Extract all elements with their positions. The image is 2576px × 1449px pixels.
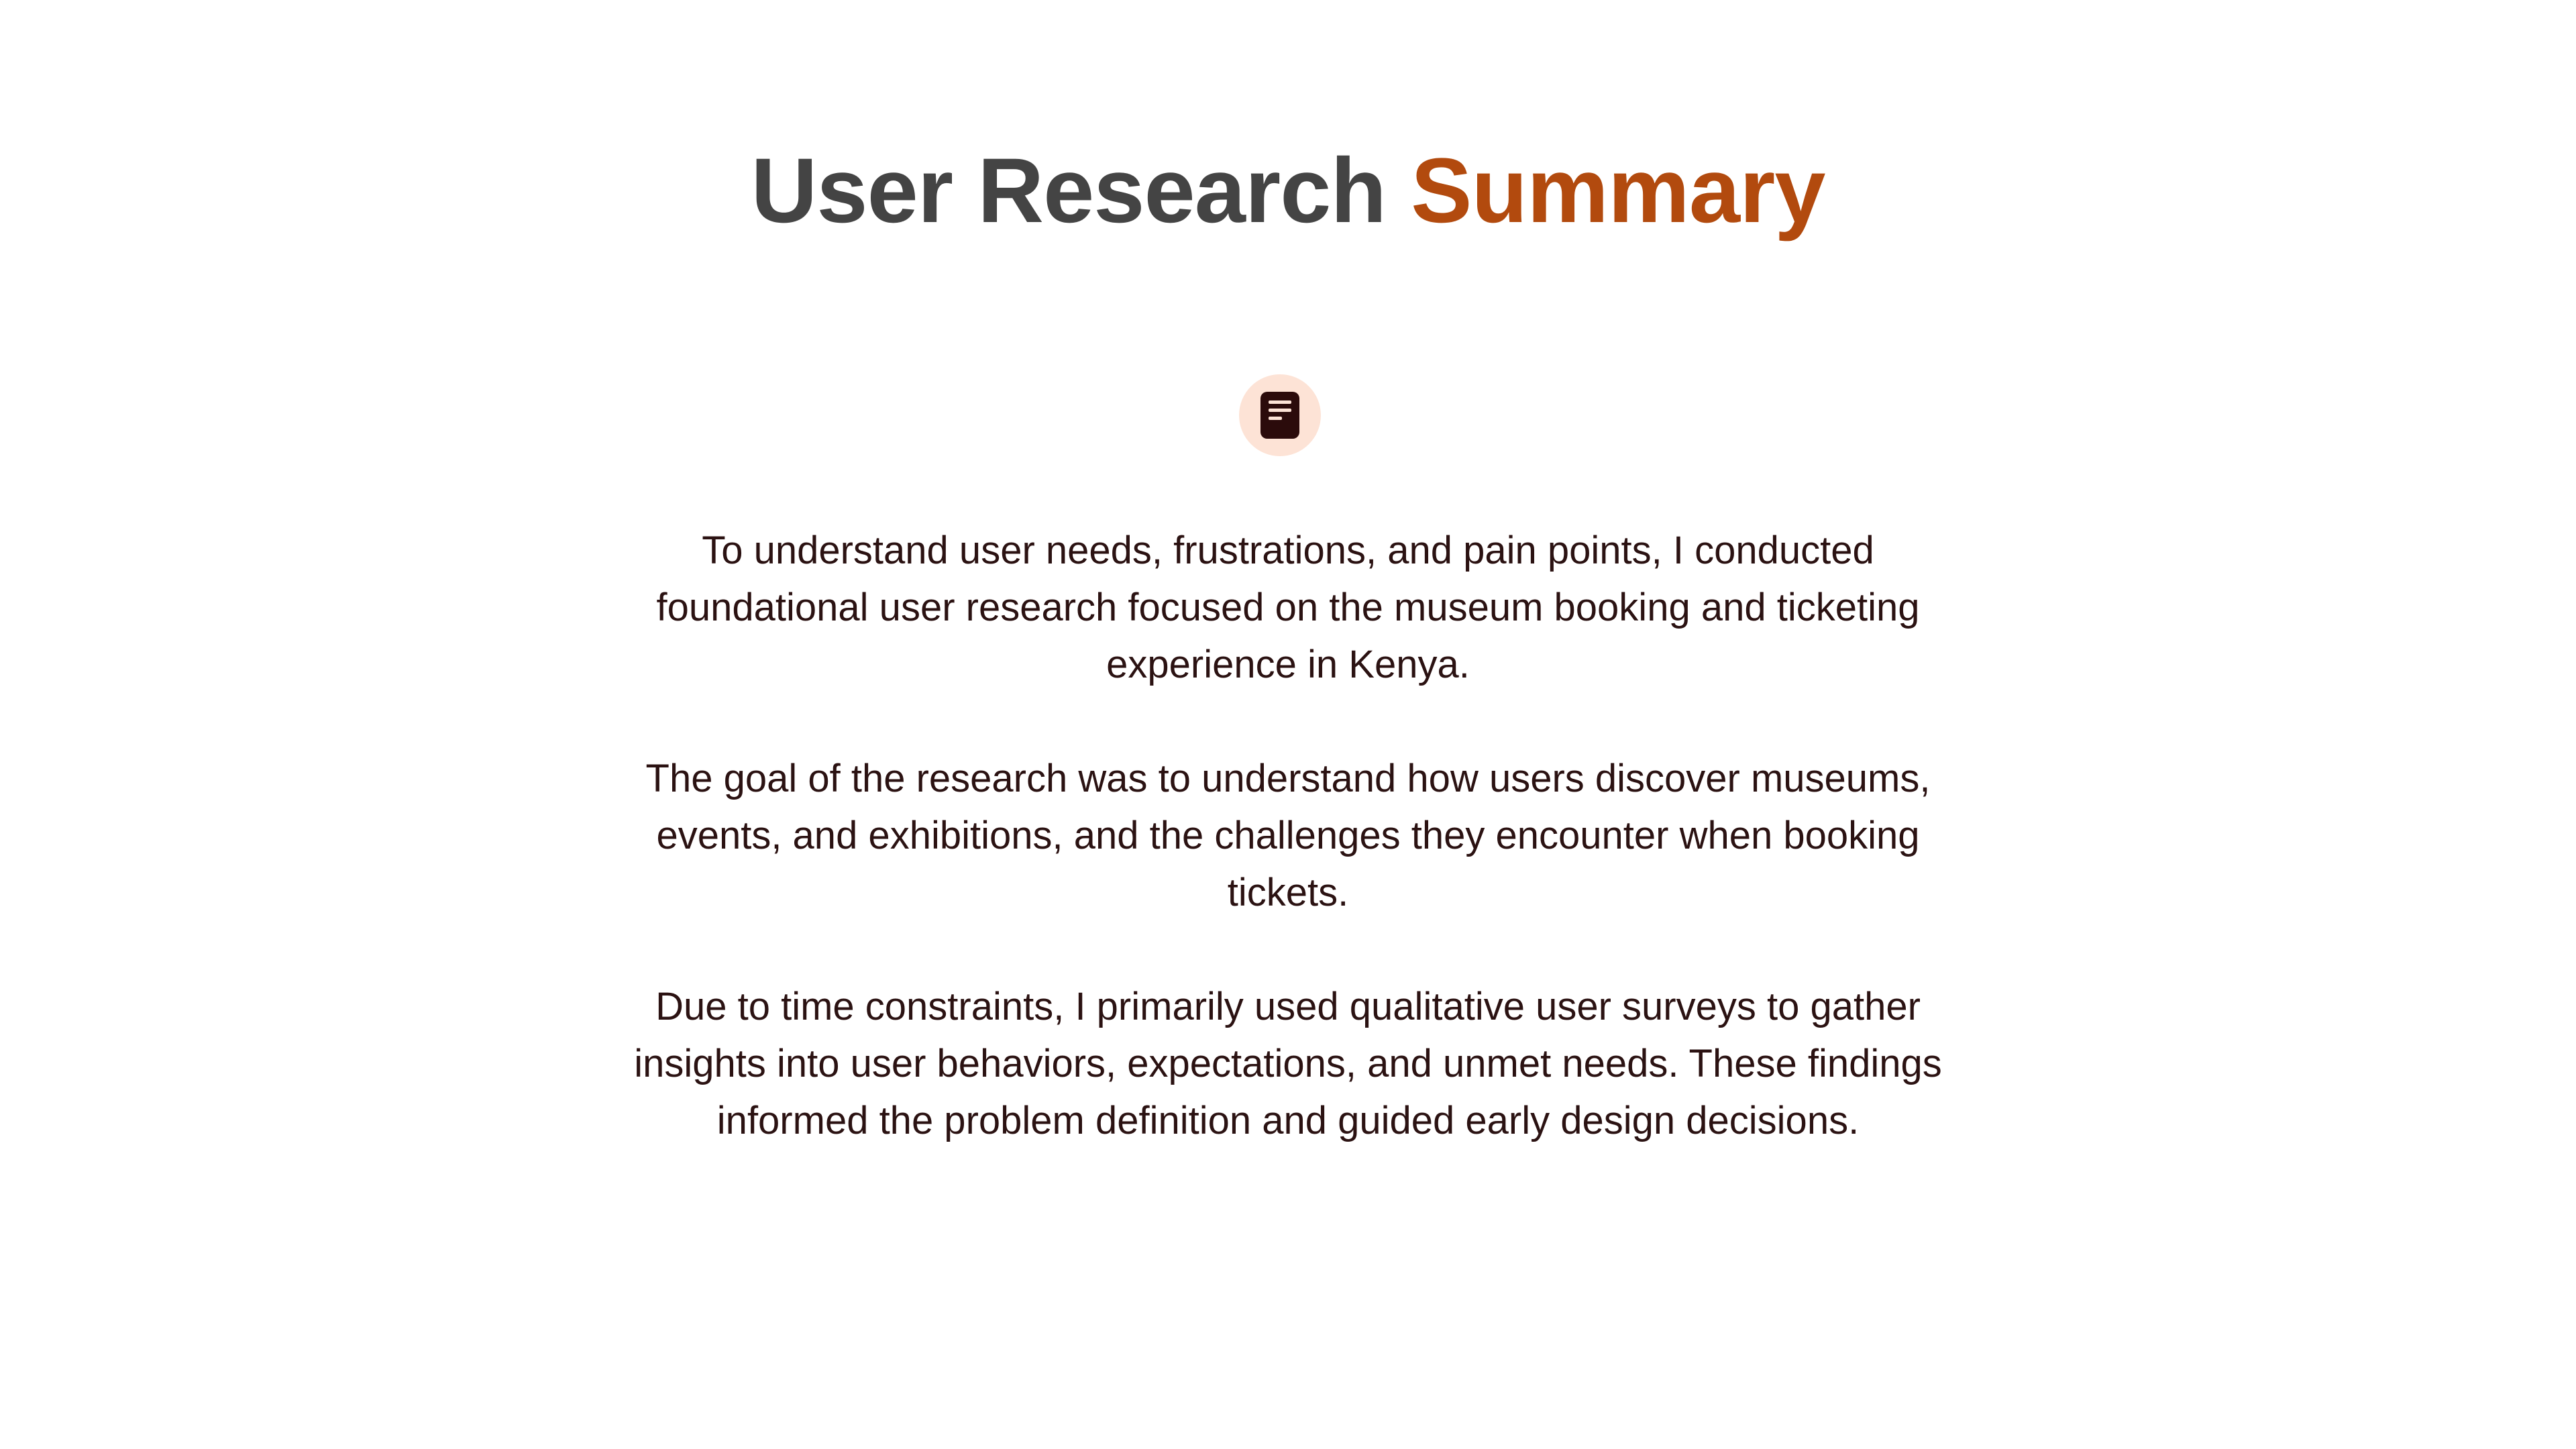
paragraph-intro: To understand user needs, frustrations, and pain points, I conducted foundational user research focused on the museum booking and ticketing experience in Kenya. xyxy=(656,529,1920,686)
paragraph-method: Due to time constraints, I primarily used qualitative user surveys to gather insights into user behaviors, expectations, and unmet needs. These findings informed the problem definition and guided early design decisions. xyxy=(634,985,1942,1142)
title-highlight: Summary xyxy=(1411,140,1825,242)
document-icon xyxy=(1259,390,1301,440)
summary-body xyxy=(617,522,1959,1149)
title-text: User Research xyxy=(751,140,1411,242)
page-title xyxy=(0,131,2576,252)
icon-badge xyxy=(1239,374,1321,456)
paragraph-goal: The goal of the research was to understand how users discover museums, events, and exhibitions, and the challenges they encounter when booking tickets. xyxy=(645,757,1931,914)
